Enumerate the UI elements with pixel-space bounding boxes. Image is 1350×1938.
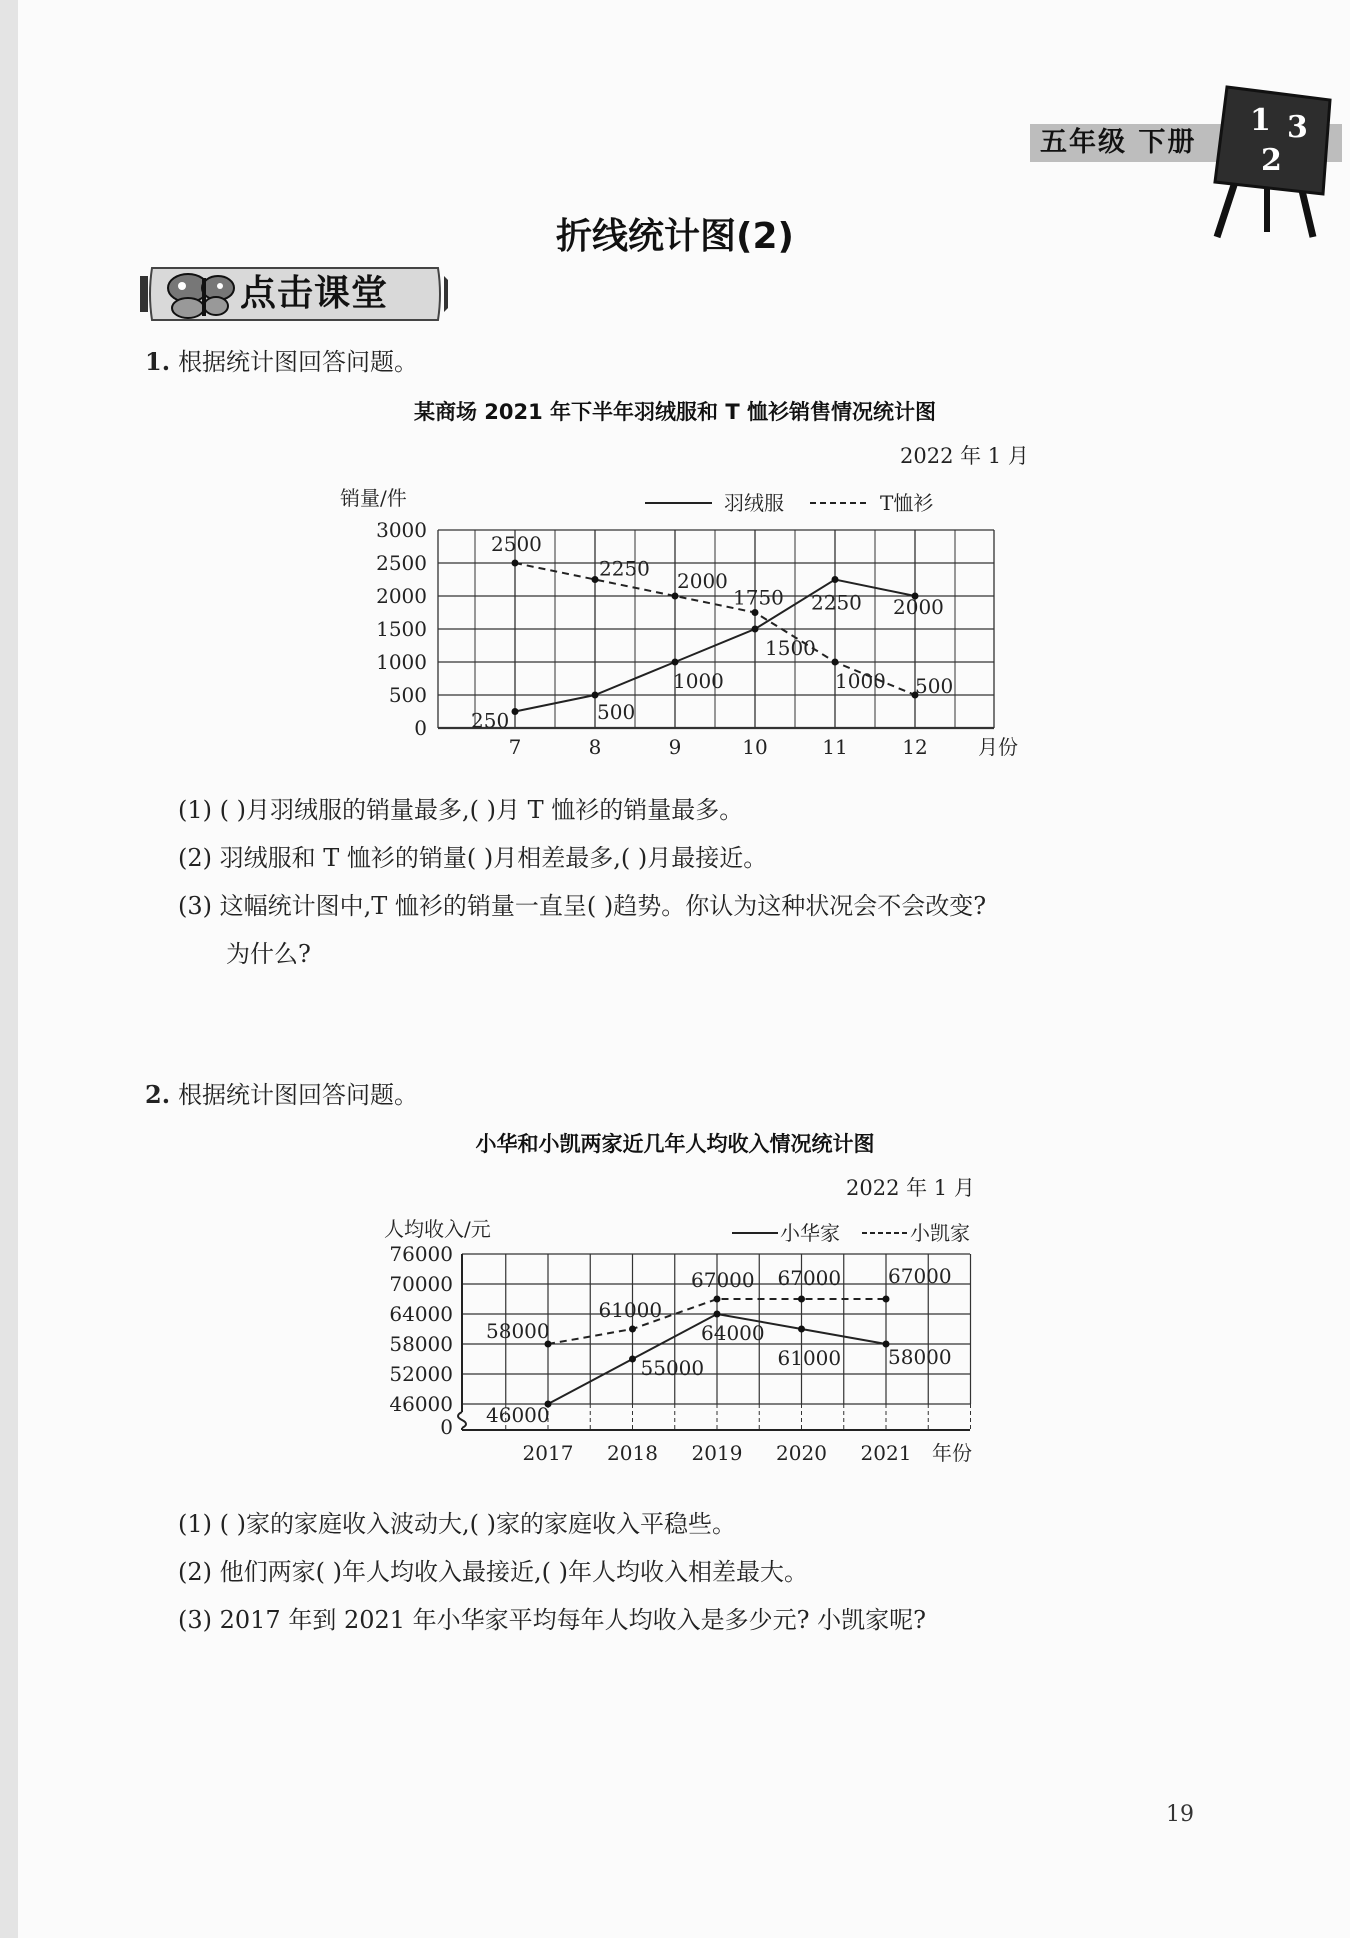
section-label: 点击课堂 bbox=[240, 273, 389, 314]
data-label: 1500 bbox=[765, 636, 816, 660]
data-label: 64000 bbox=[701, 1321, 765, 1345]
y-tick-label: 3000 bbox=[376, 518, 427, 542]
y-tick-label: 46000 bbox=[389, 1392, 453, 1416]
data-point bbox=[883, 1296, 890, 1303]
x-tick-label: 11 bbox=[822, 735, 848, 759]
grade-label: 五年级 下册 bbox=[1040, 127, 1197, 158]
y-axis-label: 销量/件 bbox=[340, 486, 407, 510]
page-number: 19 bbox=[1166, 1802, 1194, 1827]
legend-label: T恤衫 bbox=[880, 491, 934, 515]
subquestion-2-2: (2) 他们两家( )年人均收入最接近,( )年人均收入相差最大。 bbox=[178, 1558, 808, 1586]
data-label: 2000 bbox=[677, 569, 728, 593]
y-tick-label: 500 bbox=[388, 683, 427, 707]
x-tick-label: 8 bbox=[588, 735, 602, 759]
x-tick-label: 2017 bbox=[522, 1441, 574, 1465]
subquestion-1-3: (3) 这幅统计图中,T 恤衫的销量一直呈( )趋势。你认为这种状况会不会改变? bbox=[178, 892, 987, 920]
x-tick-label: 2018 bbox=[607, 1441, 658, 1465]
data-label: 55000 bbox=[640, 1356, 705, 1380]
x-tick-label: 2019 bbox=[691, 1441, 743, 1465]
x-tick-label: 2021 bbox=[860, 1441, 912, 1465]
y-tick-label: 2500 bbox=[376, 551, 427, 575]
legend-label: 小凯家 bbox=[910, 1221, 970, 1245]
data-label: 67000 bbox=[691, 1268, 755, 1292]
page-title: 折线统计图(2) bbox=[556, 216, 794, 257]
subquestion-1-3-cont: 为什么? bbox=[226, 940, 311, 968]
data-label: 2500 bbox=[491, 532, 542, 556]
y-tick-label: 52000 bbox=[389, 1362, 453, 1386]
data-label: 2250 bbox=[599, 556, 650, 581]
data-label: 250 bbox=[471, 708, 510, 733]
data-point bbox=[629, 1356, 636, 1363]
data-label: 67000 bbox=[888, 1264, 952, 1288]
data-label: 1000 bbox=[835, 669, 886, 693]
data-point bbox=[714, 1311, 721, 1318]
question-text: 根据统计图回答问题。 bbox=[178, 1081, 419, 1109]
y-axis-label: 人均收入/元 bbox=[384, 1217, 491, 1241]
y-tick-label: 0 bbox=[440, 1415, 453, 1439]
data-label: 500 bbox=[597, 700, 636, 724]
subquestion-2-3: (3) 2017 年到 2021 年小华家平均每年人均收入是多少元? 小凯家呢? bbox=[178, 1606, 927, 1634]
data-label: 58000 bbox=[888, 1345, 952, 1369]
x-tick-label: 2020 bbox=[776, 1441, 827, 1465]
subquestion-1-1: (1) ( )月羽绒服的销量最多,( )月 T 恤衫的销量最多。 bbox=[178, 796, 744, 824]
axis-break bbox=[458, 1412, 466, 1428]
y-tick-label: 64000 bbox=[389, 1302, 453, 1326]
blackboard-digit: 1 bbox=[1250, 103, 1271, 138]
x-tick-label: 7 bbox=[508, 735, 522, 759]
data-label: 67000 bbox=[777, 1266, 842, 1290]
data-label: 2250 bbox=[811, 590, 862, 615]
data-label: 1750 bbox=[733, 585, 784, 610]
y-tick-label: 1500 bbox=[376, 617, 427, 641]
y-tick-label: 2000 bbox=[376, 584, 427, 608]
chart-1-date: 2022 年 1 月 bbox=[900, 444, 1029, 468]
data-point bbox=[714, 1296, 721, 1303]
x-tick-label: 12 bbox=[902, 735, 928, 759]
data-point bbox=[629, 1326, 636, 1333]
x-axis-label: 月份 bbox=[978, 735, 1018, 759]
y-tick-label: 0 bbox=[414, 716, 427, 740]
subquestion-2-1: (1) ( )家的家庭收入波动大,( )家的家庭收入平稳些。 bbox=[178, 1510, 736, 1538]
chart-2-date: 2022 年 1 月 bbox=[846, 1176, 975, 1200]
data-label: 61000 bbox=[777, 1346, 842, 1370]
blackboard-digit: 2 bbox=[1261, 143, 1282, 178]
question-number: 1. bbox=[145, 347, 171, 376]
y-tick-label: 76000 bbox=[389, 1242, 453, 1266]
x-tick-label: 9 bbox=[668, 735, 682, 759]
data-point bbox=[798, 1296, 805, 1303]
blackboard-digit: 3 bbox=[1287, 110, 1308, 145]
y-tick-label: 58000 bbox=[389, 1332, 453, 1356]
data-label: 58000 bbox=[486, 1319, 550, 1343]
data-label: 2000 bbox=[893, 595, 944, 619]
chart-1-title: 某商场 2021 年下半年羽绒服和 T 恤衫销售情况统计图 bbox=[413, 400, 936, 424]
y-tick-label: 1000 bbox=[376, 650, 427, 674]
y-tick-label: 70000 bbox=[389, 1272, 453, 1296]
legend-label: 小华家 bbox=[780, 1221, 840, 1245]
data-label: 46000 bbox=[486, 1403, 550, 1427]
x-tick-label: 10 bbox=[742, 735, 768, 759]
question-text: 根据统计图回答问题。 bbox=[178, 348, 419, 376]
data-label: 1000 bbox=[673, 669, 724, 693]
legend-label: 羽绒服 bbox=[724, 491, 784, 515]
subquestion-1-2: (2) 羽绒服和 T 恤衫的销量( )月相差最多,( )月最接近。 bbox=[178, 844, 768, 872]
x-axis-label: 年份 bbox=[932, 1441, 972, 1465]
chart-2-title: 小华和小凯两家近几年人均收入情况统计图 bbox=[475, 1132, 875, 1156]
question-number: 2. bbox=[145, 1080, 171, 1109]
data-point bbox=[798, 1326, 805, 1333]
data-label: 500 bbox=[915, 674, 954, 698]
data-label: 61000 bbox=[598, 1298, 663, 1322]
